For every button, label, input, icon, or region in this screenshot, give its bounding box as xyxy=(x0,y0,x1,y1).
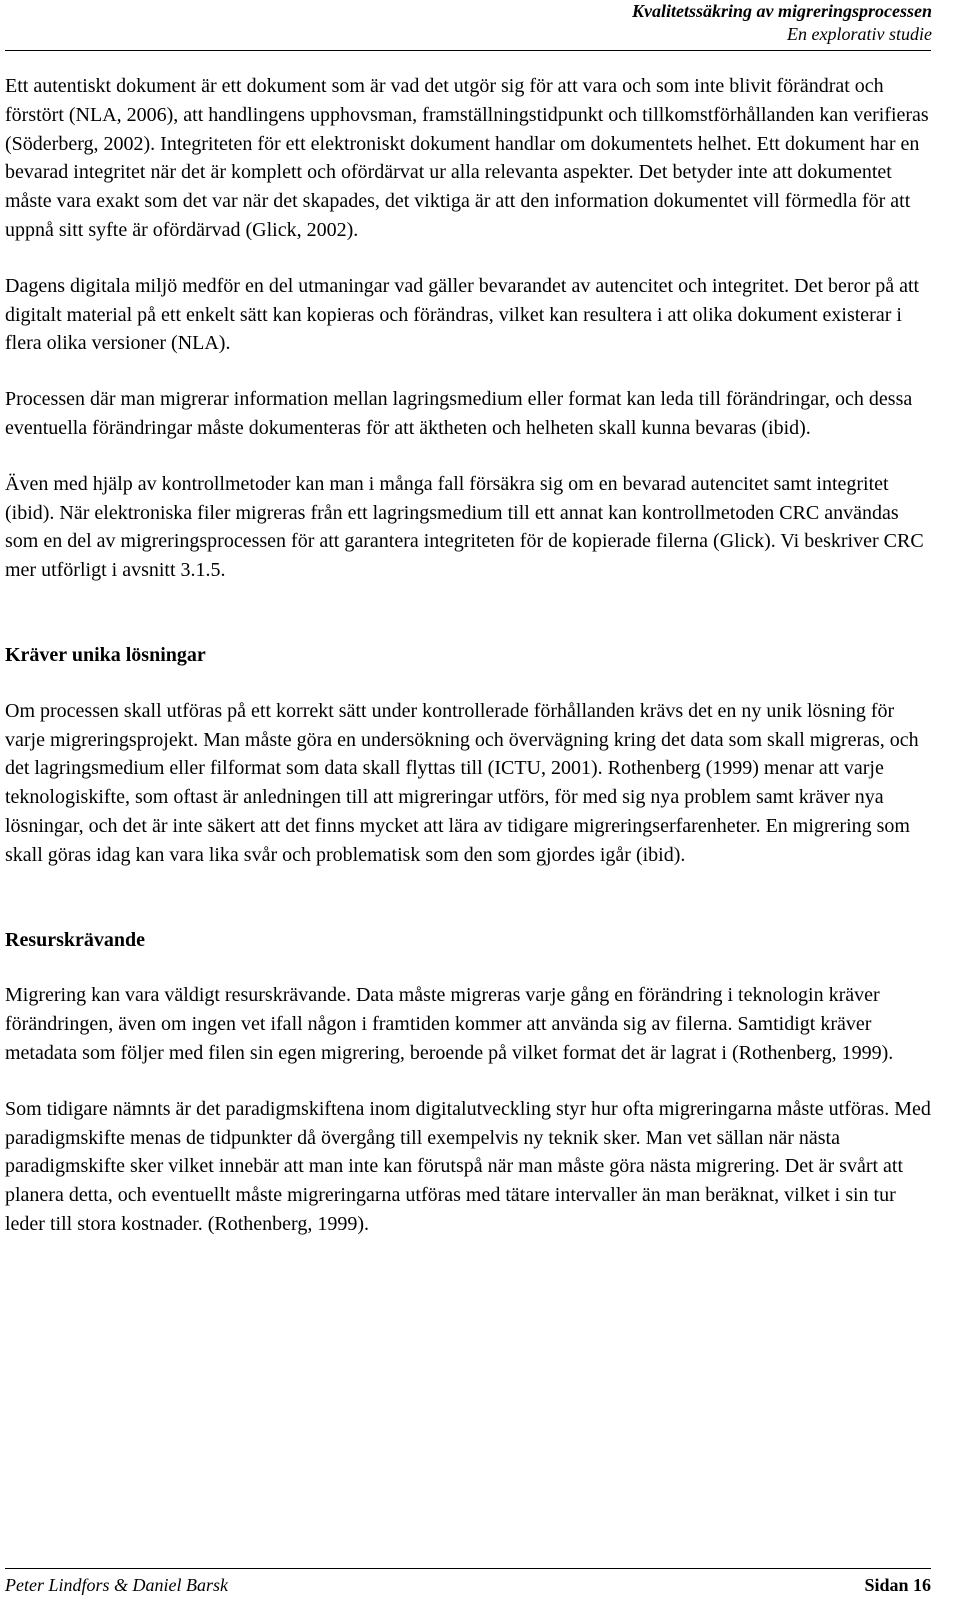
paragraph: Ett autentiskt dokument är ett dokument som är vad det utgör sig för att vara och som inte blivit förändrat och förstört (NLA, 2006), att handlingens upphovsman, framställningstidpunkt och tillkomstförhållanden kan verifieras (Söderberg, 2002). Integriteten för ett elektroniskt dokument handlar om dokumentets helhet. Ett dokument har en bevarad integritet när det är komplett och ofördärvat ur alla relevanta aspekter. Det betyder inte att dokumentet måste vara exakt som det var när det skapades, det viktiga är att den information dokumentet vill förmedla för att uppnå sitt syfte är ofördärvad (Glick, 2002). xyxy=(5,75,929,241)
page-header xyxy=(632,0,932,46)
paragraph: Dagens digitala miljö medför en del utmaningar vad gäller bevarandet av autencitet och integritet. Det beror på att digitalt material på ett enkelt sätt kan kopieras och förändras, vilket kan resultera i att olika dokument existerar i flera olika versioner (NLA). xyxy=(5,274,920,355)
paragraph: Som tidigare nämnts är det paradigmskiftena inom digitalutveckling styr hur ofta migreringarna måste utföras. Med paradigmskifte menas de tidpunkter då övergång till exempelvis ny teknik sker. Man vet sällan när nästa paradigmskifte sker vilket innebär att man inte kan förutspå när man måste göra nästa migrering. Det är svårt att planera detta, och eventuellt måste migreringarna utföras med tätare intervaller än man beräknat, vilket i sin tur leder till stora kostnader. (Rothenberg, 1999). xyxy=(5,1097,931,1235)
page-number: Sidan 16 xyxy=(864,1575,931,1595)
footer-authors: Peter Lindfors & Daniel Barsk xyxy=(5,1575,228,1595)
section-heading: Resurskrävande xyxy=(5,928,146,951)
paragraph: Processen där man migrerar information mellan lagringsmedium eller format kan leda till förändringar, och dessa eventuella förändringar måste dokumenteras för att äktheten och helheten skall kunna bevaras (ibid). xyxy=(5,388,913,439)
header-title: Kvalitetssäkring av migreringsprocessen xyxy=(631,1,932,21)
document-body xyxy=(5,72,931,1239)
paragraph: Även med hjälp av kontrollmetoder kan man i många fall försäkra sig om en bevarad autencitet samt integritet (ibid). När elektroniska filer migreras från ett lagringsmedium till ett annat kan kontrollmetoden CRC användas som en del av migreringsprocessen för att garantera integriteten för de kopierade filerna (Glick). Vi beskriver CRC mer utförligt i avsnitt 3.1.5. xyxy=(5,472,924,582)
footer-divider xyxy=(5,1568,931,1569)
paragraph: Om processen skall utföras på ett korrekt sätt under kontrollerade förhållanden krävs det en ny unik lösning för varje migreringsprojekt. Man måste göra en undersökning och övervägning kring det data som skall migreras, och det lagringsmedium eller filformat som data skall flyttas till (ICTU, 2001). Rothenberg (1999) menar att varje teknologiskifte, som oftast är anledningen till att migreringar utförs, för med sig nya problem samt kräver nya lösningar, och det är inte säkert att det finns mycket att lära av tidigare migreringserfarenheter. En migrering som skall göras idag kan vara lika svår och problematisk som den som gjordes igår (ibid). xyxy=(5,699,919,866)
paragraph: Migrering kan vara väldigt resurskrävande. Data måste migreras varje gång en förändring i teknologin kräver förändringen, även om ingen vet ifall någon i framtiden kommer att använda sig av filerna. Samtidigt kräver metadata som följer med filen sin egen migrering, beroende på vilket format det är lagrat i (Rothenberg, 1999). xyxy=(5,984,894,1064)
header-divider xyxy=(5,50,931,51)
section-heading: Kräver unika lösningar xyxy=(5,643,206,666)
header-subtitle: En explorativ studie xyxy=(787,24,932,44)
